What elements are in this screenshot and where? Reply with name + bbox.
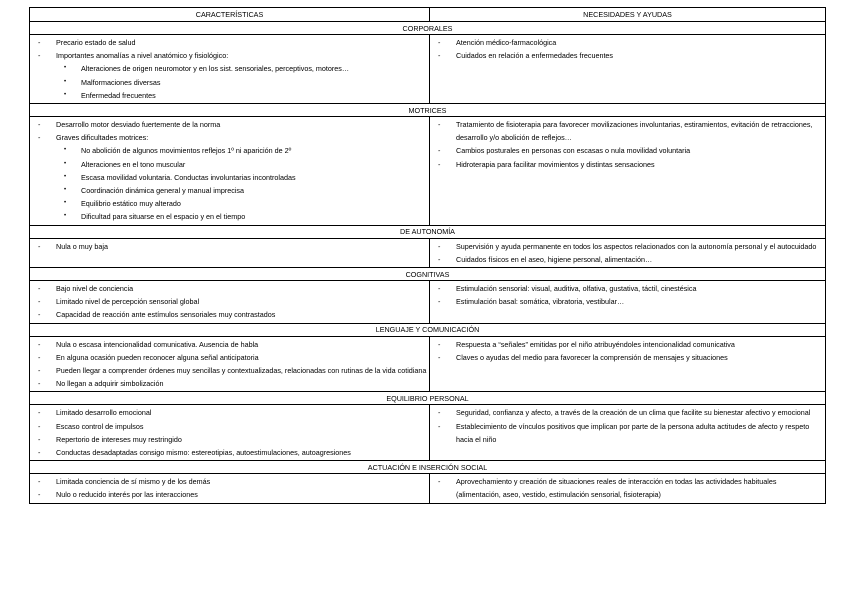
list-item-text: Nula o escasa intencionalidad comunicativa. Ausencia de habla: [56, 339, 259, 349]
sub-list-item: [34, 197, 427, 210]
right-list: [430, 405, 825, 447]
list-item: [34, 118, 427, 131]
dash-marker: -: [38, 310, 41, 320]
list-item: [434, 118, 823, 144]
sub-list-item: [34, 171, 427, 184]
list-item: [434, 351, 823, 364]
characteristics-cell: [30, 405, 430, 461]
dash-marker: -: [38, 133, 41, 143]
list-item-text: Cambios posturales en personas con escasas o nula movilidad voluntaria: [456, 146, 691, 156]
dash-marker: -: [438, 477, 441, 487]
sub-list-item: [34, 62, 427, 75]
list-item-text: Dificultad para situarse en el espacio y en el tiempo: [81, 212, 246, 222]
dash-marker: -: [38, 51, 41, 61]
list-item-text: Conductas desadaptadas consigo mismo: estereotipias, autoestimulaciones, autoagresiones: [56, 448, 351, 458]
sub-list-item: [34, 76, 427, 89]
left-list: [30, 337, 429, 392]
characteristics-cell: [30, 117, 430, 226]
dash-marker: -: [438, 339, 441, 349]
bullet-marker: •: [64, 213, 67, 220]
list-item: [34, 295, 427, 308]
list-item: [34, 49, 427, 62]
needs-cell: [430, 117, 826, 226]
list-item-text: Desarrollo motor desviado fuertemente de la norma: [56, 120, 221, 130]
list-item: [34, 364, 427, 377]
list-item-text: Establecimiento de vínculos positivos que implican por parte de la persona adulta actitudes de afecto y respeto hacia el niño: [456, 421, 810, 444]
bullet-marker: •: [64, 78, 67, 85]
bullet-marker: •: [64, 187, 67, 194]
section-header-row: [30, 22, 826, 35]
left-list: [30, 281, 429, 323]
left-list: [30, 474, 429, 502]
list-item: [434, 475, 823, 501]
list-item: [34, 377, 427, 390]
list-item-text: No llegan a adquirir simbolización: [56, 379, 164, 389]
sub-list-item: [34, 144, 427, 157]
list-item-text: Respuesta a “señales” emitidas por el niño atribuyéndoles intencionalidad comunicativa: [456, 339, 735, 349]
dash-marker: -: [38, 434, 41, 444]
bullet-marker: •: [64, 200, 67, 207]
list-item: [434, 253, 823, 266]
list-item-text: Alteraciones en el tono muscular: [81, 159, 186, 169]
characteristics-cell: [30, 474, 430, 503]
list-item-text: Nulo o reducido interés por las interacciones: [56, 490, 198, 500]
list-item: [434, 144, 823, 157]
list-item-text: Hidroterapia para facilitar movimientos y distintas sensaciones: [456, 159, 655, 169]
list-item: [434, 282, 823, 295]
section-header-row: [30, 104, 826, 117]
list-item: [34, 240, 427, 253]
dash-marker: -: [438, 120, 441, 130]
section-header-row: [30, 323, 826, 336]
list-item-text: Limitada conciencia de sí mismo y de los demás: [56, 477, 211, 487]
list-item-text: Cuidados físicos en el aseo, higiene personal, alimentación…: [456, 254, 653, 264]
list-item: [34, 131, 427, 144]
list-item: [34, 420, 427, 433]
dash-marker: -: [438, 408, 441, 418]
dash-marker: -: [38, 490, 41, 500]
list-item: [34, 338, 427, 351]
list-item-text: Seguridad, confianza y afecto, a través de la creación de un clima que facilite su bienestar afectivo y emocional: [456, 408, 811, 418]
list-item-text: Pueden llegar a comprender órdenes muy sencillas y contextualizadas, relacionadas con rutinas de la vida cotidiana: [56, 366, 427, 376]
dash-marker: -: [38, 241, 41, 251]
section-header-row: [30, 225, 826, 238]
list-item-text: Equilibrio estático muy alterado: [81, 199, 181, 209]
dash-marker: -: [438, 51, 441, 61]
list-item-text: Capacidad de reacción ante estímulos sensoriales muy contrastados: [56, 310, 276, 320]
list-item: [34, 475, 427, 488]
dash-marker: -: [38, 297, 41, 307]
list-item-text: Repertorio de intereses muy restringido: [56, 434, 182, 444]
dash-marker: -: [38, 421, 41, 431]
list-item-text: Tratamiento de fisioterapia para favorecer movilizaciones involuntarias, estiramientos, evitación de retracciones, desarrollo y/o abolición de reflejos…: [456, 120, 813, 143]
needs-table: [29, 7, 826, 504]
list-item-text: Estimulación sensorial: visual, auditiva, olfativa, gustativa, táctil, cinestésica: [456, 284, 697, 294]
header-needs-and-supports: NECESIDADES Y AYUDAS: [430, 8, 826, 22]
list-item: [434, 240, 823, 253]
dash-marker: -: [38, 379, 41, 389]
dash-marker: -: [438, 284, 441, 294]
list-item-text: Coordinación dinámica general y manual imprecisa: [81, 186, 244, 196]
list-item-text: Importantes anomalías a nivel anatómico y fisiológico:: [56, 51, 229, 61]
list-item-text: Cuidados en relación a enfermedades frecuentes: [456, 51, 614, 61]
dash-marker: -: [38, 284, 41, 294]
list-item-text: Claves o ayudas del medio para favorecer la comprensión de mensajes y situaciones: [456, 352, 728, 362]
list-item: [34, 488, 427, 501]
dash-marker: -: [438, 352, 441, 362]
section-title-de-autonomia: DE AUTONOMÍA: [30, 225, 826, 238]
needs-cell: [430, 281, 826, 324]
bullet-marker: •: [64, 91, 67, 98]
header-row: [30, 8, 826, 22]
characteristics-cell: [30, 281, 430, 324]
dash-marker: -: [438, 241, 441, 251]
section-content-row: [30, 117, 826, 226]
list-item-text: Aprovechamiento y creación de situaciones reales de interacción en todas las actividades habituales (alimentación, aseo, vestido, estimulación sensorial, fisioterapia): [456, 477, 777, 500]
needs-cell: [430, 336, 826, 392]
section-content-row: [30, 238, 826, 267]
list-item: [434, 406, 823, 419]
bullet-marker: •: [64, 160, 67, 167]
list-item-text: Limitado nivel de percepción sensorial global: [56, 297, 200, 307]
section-title-lenguaje-y-comunicacion: LENGUAJE Y COMUNICACIÓN: [30, 323, 826, 336]
list-item: [434, 338, 823, 351]
left-list: [30, 117, 429, 225]
bullet-marker: •: [64, 65, 67, 72]
list-item: [34, 446, 427, 459]
needs-cell: [430, 474, 826, 503]
section-title-motrices: MOTRICES: [30, 104, 826, 117]
list-item: [34, 406, 427, 419]
list-item-text: Estimulación basal: somática, vibratoria, vestibular…: [456, 297, 625, 307]
section-header-row: [30, 392, 826, 405]
bullet-marker: •: [64, 147, 67, 154]
right-list: [430, 117, 825, 172]
right-list: [430, 281, 825, 309]
dash-marker: -: [38, 408, 41, 418]
list-item-text: En alguna ocasión pueden reconocer alguna señal anticipatoria: [56, 352, 259, 362]
needs-cell: [430, 405, 826, 461]
list-item-text: Bajo nivel de conciencia: [56, 284, 134, 294]
right-list: [430, 337, 825, 365]
dash-marker: -: [438, 254, 441, 264]
sub-list-item: [34, 184, 427, 197]
section-content-row: [30, 35, 826, 104]
list-item: [34, 308, 427, 321]
list-item: [34, 351, 427, 364]
list-item-text: Escasa movilidad voluntaria. Conductas involuntarias incontroladas: [81, 172, 296, 182]
right-list: [430, 474, 825, 502]
dash-marker: -: [38, 352, 41, 362]
characteristics-cell: [30, 336, 430, 392]
section-title-cognitivas: COGNITIVAS: [30, 268, 826, 281]
section-title-actuacion-e-insercion-social: ACTUACIÓN E INSERCIÓN SOCIAL: [30, 461, 826, 474]
list-item-text: Escaso control de impulsos: [56, 421, 144, 431]
dash-marker: -: [38, 38, 41, 47]
left-list: [30, 239, 429, 254]
dash-marker: -: [438, 38, 441, 47]
dash-marker: -: [438, 146, 441, 156]
list-item-text: Supervisión y ayuda permanente en todos los aspectos relacionados con la autonomía personal y el autocuidado: [456, 241, 817, 251]
list-item-text: Limitado desarrollo emocional: [56, 408, 152, 418]
section-content-row: [30, 336, 826, 392]
list-item-text: No abolición de algunos movimientos reflejos 1º ni aparición de 2º: [81, 146, 292, 156]
dash-marker: -: [438, 297, 441, 307]
list-item-text: Alteraciones de origen neuromotor y en los sist. sensoriales, perceptivos, motores…: [81, 64, 350, 74]
list-item-text: Malformaciones diversas: [81, 77, 161, 87]
list-item-text: Atención médico-farmacológica: [456, 38, 557, 47]
dash-marker: -: [38, 448, 41, 458]
section-title-corporales: CORPORALES: [30, 22, 826, 35]
dash-marker: -: [438, 159, 441, 169]
dash-marker: -: [38, 339, 41, 349]
characteristics-cell: [30, 238, 430, 267]
section-content-row: [30, 474, 826, 503]
needs-cell: [430, 35, 826, 104]
sub-list-item: [34, 210, 427, 223]
list-item: [34, 433, 427, 446]
list-item: [434, 295, 823, 308]
section-content-row: [30, 405, 826, 461]
left-list: [30, 405, 429, 460]
list-item-text: Precario estado de salud: [56, 38, 136, 47]
list-item: [34, 36, 427, 49]
list-item: [434, 49, 823, 62]
list-item: [434, 420, 823, 446]
list-item: [434, 158, 823, 171]
list-item-text: Enfermedad frecuentes: [81, 90, 156, 100]
left-list: [30, 35, 429, 103]
list-item-text: Graves dificultades motrices:: [56, 133, 149, 143]
section-header-row: [30, 461, 826, 474]
dash-marker: -: [38, 477, 41, 487]
section-content-row: [30, 281, 826, 324]
right-list: [430, 239, 825, 267]
table-body: [30, 22, 826, 504]
list-item-text: Nula o muy baja: [56, 241, 108, 251]
characteristics-cell: [30, 35, 430, 104]
list-item: [434, 36, 823, 49]
dash-marker: -: [38, 366, 41, 376]
section-header-row: [30, 268, 826, 281]
dash-marker: -: [438, 421, 441, 431]
bullet-marker: •: [64, 173, 67, 180]
sub-list-item: [34, 89, 427, 102]
needs-cell: [430, 238, 826, 267]
sub-list-item: [34, 158, 427, 171]
section-title-equilibrio-personal: EQUILIBRIO PERSONAL: [30, 392, 826, 405]
header-characteristics: CARACTERÍSTICAS: [30, 8, 430, 22]
right-list: [430, 35, 825, 63]
dash-marker: -: [38, 120, 41, 130]
list-item: [34, 282, 427, 295]
